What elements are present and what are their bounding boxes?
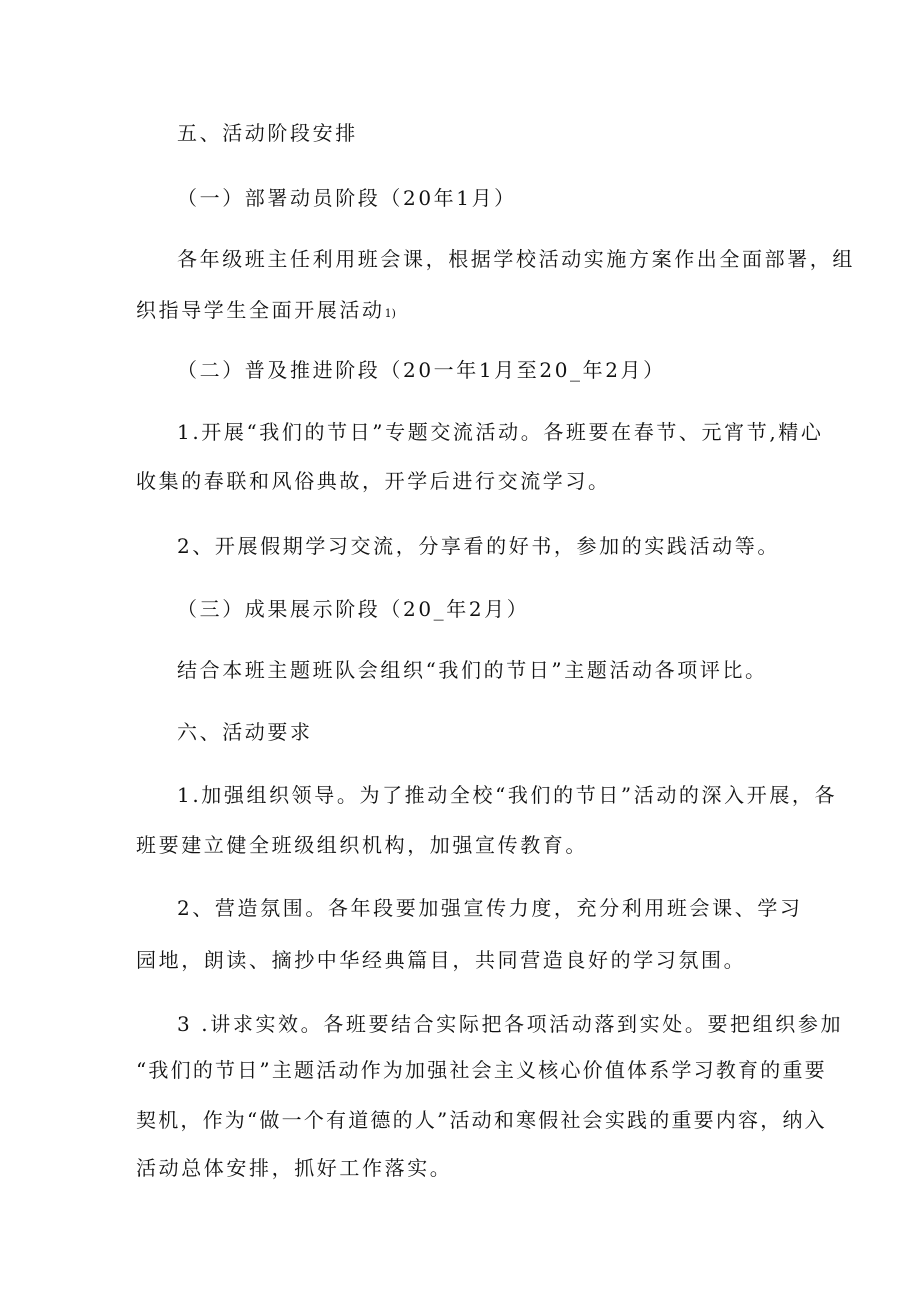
paragraph-line xyxy=(136,297,396,327)
section-heading-6: 六、活动要求 xyxy=(177,720,313,744)
paragraph-line: 1.开展“我们的节日”专题交流活动。各班要在春节、元宵节,精心 xyxy=(177,420,824,444)
paragraph-line: 3 .讲求实效。各班要结合实际把各项活动落到实处。要把组织参加 xyxy=(177,1012,844,1036)
section-heading-5: 五、活动阶段安排 xyxy=(177,121,358,145)
paragraph-line: 1.加强组织领导。为了推动全校“我们的节日”活动的深入开展，各 xyxy=(177,783,838,807)
footnote-mark: 1) xyxy=(384,307,396,320)
paragraph-line: 结合本班主题班队会组织“我们的节日”主题活动各项评比。 xyxy=(177,658,768,682)
paragraph-line: 收集的春联和风俗典故，开学后进行交流学习。 xyxy=(136,469,611,493)
paragraph-line: 园地，朗读、摘抄中华经典篇目，共同营造良好的学习氛围。 xyxy=(136,948,747,972)
paragraph-text: 织指导学生全面开展活动 xyxy=(136,298,385,322)
paragraph-line: 2、营造氛围。各年段要加强宣传力度，充分利用班会课、学习 xyxy=(177,896,803,920)
paragraph-line: 契机，作为“做一个有道德的人”活动和寒假社会实践的重要内容，纳入 xyxy=(136,1108,827,1132)
subsection-heading-3: （三）成果展示阶段（20_年2月） xyxy=(177,597,530,621)
paragraph-line: 各年级班主任利用班会课，根据学校活动实施方案作出全面部署，组 xyxy=(177,247,855,271)
paragraph-line: 2、开展假期学习交流，分享看的好书，参加的实践活动等。 xyxy=(177,534,780,558)
subsection-heading-1: （一）部署动员阶段（20年1月） xyxy=(177,186,517,210)
paragraph-line: 活动总体安排，抓好工作落实。 xyxy=(136,1156,453,1180)
subsection-heading-2: （二）普及推进阶段（20一年1月至20_年2月） xyxy=(177,358,666,382)
paragraph-line: 班要建立健全班级组织机构，加强宣传教育。 xyxy=(136,833,588,857)
paragraph-line: “我们的节日”主题活动作为加强社会主义核心价值体系学习教育的重要 xyxy=(136,1058,827,1082)
